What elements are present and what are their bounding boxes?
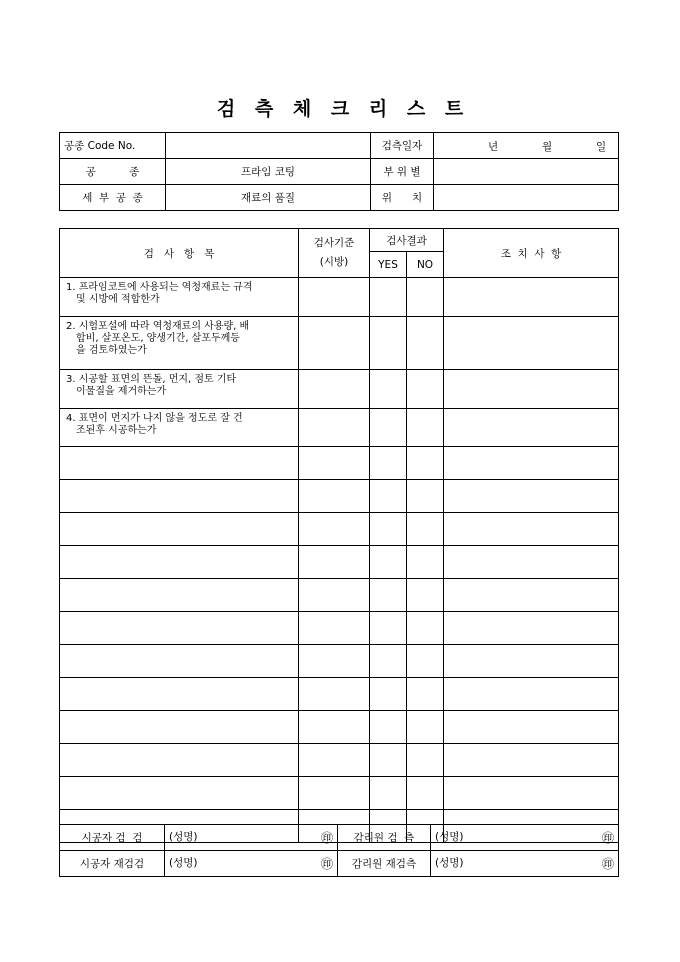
action-cell[interactable] [444,317,619,370]
item-line: 2. 시험포설에 따라 역청재료의 사용량, 배 [66,321,250,332]
standard-cell[interactable] [299,278,370,317]
title-char: 측 [254,98,274,120]
no-cell[interactable] [407,612,444,645]
standard-cell[interactable] [299,579,370,612]
blank-row [60,447,619,480]
item-cell[interactable] [60,711,299,744]
action-cell[interactable] [444,678,619,711]
action-cell[interactable] [444,612,619,645]
yes-cell[interactable] [370,317,407,370]
yes-cell[interactable] [370,645,407,678]
no-cell[interactable] [407,645,444,678]
item-line: 1. 프라임코트에 사용되는 역청재료는 규격 [66,282,253,293]
blank-row [60,678,619,711]
blank-row [60,645,619,678]
checklist-item-1 [60,278,299,317]
standard-cell[interactable] [299,711,370,744]
date-month: 월 [542,140,553,153]
standard-cell[interactable] [299,678,370,711]
inspection-date-label: 검측일자 [371,133,434,159]
seal-icon: ㊞ [601,857,614,871]
no-cell[interactable] [407,678,444,711]
part-value[interactable] [434,159,619,185]
header-yes: YES [370,252,407,278]
blank-row [60,744,619,777]
no-cell[interactable] [407,480,444,513]
standard-cell[interactable] [299,480,370,513]
standard-cell[interactable] [299,370,370,409]
header-action: 조 치 사 항 [444,229,619,278]
item-cell[interactable] [60,579,299,612]
header-result: 검사결과 [370,229,444,252]
no-cell[interactable] [407,317,444,370]
standard-cell[interactable] [299,777,370,810]
signature-row [60,851,619,877]
item-cell[interactable] [60,513,299,546]
yes-cell[interactable] [370,612,407,645]
supervisor-inspect-label: 감리원 검 측 [338,825,431,851]
part-label: 부 위 별 [371,159,434,185]
no-cell[interactable] [407,744,444,777]
yes-cell[interactable] [370,409,407,447]
seal-icon: ㊞ [601,831,614,845]
item-cell[interactable] [60,678,299,711]
action-cell[interactable] [444,409,619,447]
work-code-label: 공종 Code No. [60,133,166,159]
page-title [0,94,680,121]
title-char: 크 [330,98,350,120]
item-cell[interactable] [60,480,299,513]
yes-cell[interactable] [370,513,407,546]
name-prefix: (성명) [169,831,198,843]
yes-cell[interactable] [370,447,407,480]
checklist-row [60,278,619,317]
signature-row [60,825,619,851]
location-value[interactable] [434,185,619,211]
item-line: 합비, 살포온도, 양생기간, 살포두께등 [76,333,240,344]
contractor-reinspect-label: 시공자 재검검 [60,851,165,877]
blank-row [60,612,619,645]
item-line: 3. 시공할 표면의 뜬돌, 먼지, 점토 기타 [66,374,237,385]
checklist-row [60,409,619,447]
standard-cell[interactable] [299,513,370,546]
no-cell[interactable] [407,370,444,409]
yes-cell[interactable] [370,777,407,810]
name-prefix: (성명) [169,857,198,869]
work-code-value[interactable] [166,133,371,159]
yes-cell[interactable] [370,480,407,513]
action-cell[interactable] [444,777,619,810]
item-line: 및 시방에 적합한가 [76,294,160,305]
checklist-row [60,317,619,370]
item-cell[interactable] [60,744,299,777]
no-cell[interactable] [407,409,444,447]
checklist-item-3 [60,370,299,409]
yes-cell[interactable] [370,370,407,409]
seal-icon: ㊞ [320,831,333,845]
action-cell[interactable] [444,480,619,513]
title-char: 스 [406,98,426,120]
header-item: 검 사 항 목 [60,229,299,278]
info-row-work-type [60,159,619,185]
standard-cell[interactable] [299,546,370,579]
action-cell[interactable] [444,744,619,777]
item-line: 조된후 시공하는가 [76,425,157,436]
inspection-date-value[interactable] [434,133,619,159]
title-char: 검 [216,98,236,120]
action-cell[interactable] [444,370,619,409]
yes-cell[interactable] [370,278,407,317]
no-cell[interactable] [407,546,444,579]
name-prefix: (성명) [435,857,464,869]
action-cell[interactable] [444,447,619,480]
no-cell[interactable] [407,513,444,546]
no-cell[interactable] [407,777,444,810]
detail-work-value[interactable]: 재료의 품질 [166,185,371,211]
standard-cell[interactable] [299,612,370,645]
supervisor-reinspect-label: 감리원 재검측 [338,851,431,877]
info-row-code [60,133,619,159]
contractor-inspect-label: 시공자 검 검 [60,825,165,851]
header-standard [299,229,370,278]
yes-cell[interactable] [370,678,407,711]
contractor-reinspect-name-field[interactable] [165,851,338,877]
item-cell[interactable] [60,777,299,810]
signature-table [59,824,619,877]
name-prefix: (성명) [435,831,464,843]
contractor-inspect-name-field[interactable] [165,825,338,851]
work-type-label: 공 종 [60,159,166,185]
no-cell[interactable] [407,278,444,317]
work-type-value[interactable]: 프라임 코팅 [166,159,371,185]
standard-cell[interactable] [299,645,370,678]
item-cell[interactable] [60,645,299,678]
yes-cell[interactable] [370,744,407,777]
standard-cell[interactable] [299,409,370,447]
no-cell[interactable] [407,711,444,744]
item-cell[interactable] [60,546,299,579]
header-no: NO [407,252,444,278]
checklist-header-row [60,229,619,252]
seal-icon: ㊞ [320,857,333,871]
detail-work-label: 세 부 공 종 [60,185,166,211]
item-line: 4. 표면이 먼지가 나지 않을 정도로 잘 건 [66,413,243,424]
location-label: 위 치 [371,185,434,211]
blank-row [60,579,619,612]
title-char: 리 [368,98,388,120]
header-standard-2: (시방) [319,256,349,268]
info-table [59,132,619,211]
info-row-detail [60,185,619,211]
no-cell[interactable] [407,447,444,480]
action-cell[interactable] [444,711,619,744]
checklist-row [60,370,619,409]
no-cell[interactable] [407,579,444,612]
yes-cell[interactable] [370,579,407,612]
title-char: 체 [292,98,312,120]
standard-cell[interactable] [299,744,370,777]
checklist-item-2 [60,317,299,370]
action-cell[interactable] [444,513,619,546]
blank-row [60,513,619,546]
action-cell[interactable] [444,579,619,612]
item-cell[interactable] [60,612,299,645]
action-cell[interactable] [444,546,619,579]
standard-cell[interactable] [299,447,370,480]
yes-cell[interactable] [370,546,407,579]
blank-row [60,711,619,744]
checklist-item-4 [60,409,299,447]
item-line: 을 검토하였는가 [76,345,147,356]
supervisor-inspect-name-field[interactable] [431,825,619,851]
item-line: 이물질을 제거하는가 [76,386,167,397]
standard-cell[interactable] [299,317,370,370]
blank-row [60,546,619,579]
yes-cell[interactable] [370,711,407,744]
date-day: 일 [596,140,607,153]
title-char: 트 [444,98,464,120]
supervisor-reinspect-name-field[interactable] [431,851,619,877]
date-year: 년 [488,140,499,153]
action-cell[interactable] [444,278,619,317]
checklist-table [59,228,619,843]
item-cell[interactable] [60,447,299,480]
header-standard-1: 검사기준 [313,237,355,249]
blank-row [60,777,619,810]
blank-row [60,480,619,513]
action-cell[interactable] [444,645,619,678]
